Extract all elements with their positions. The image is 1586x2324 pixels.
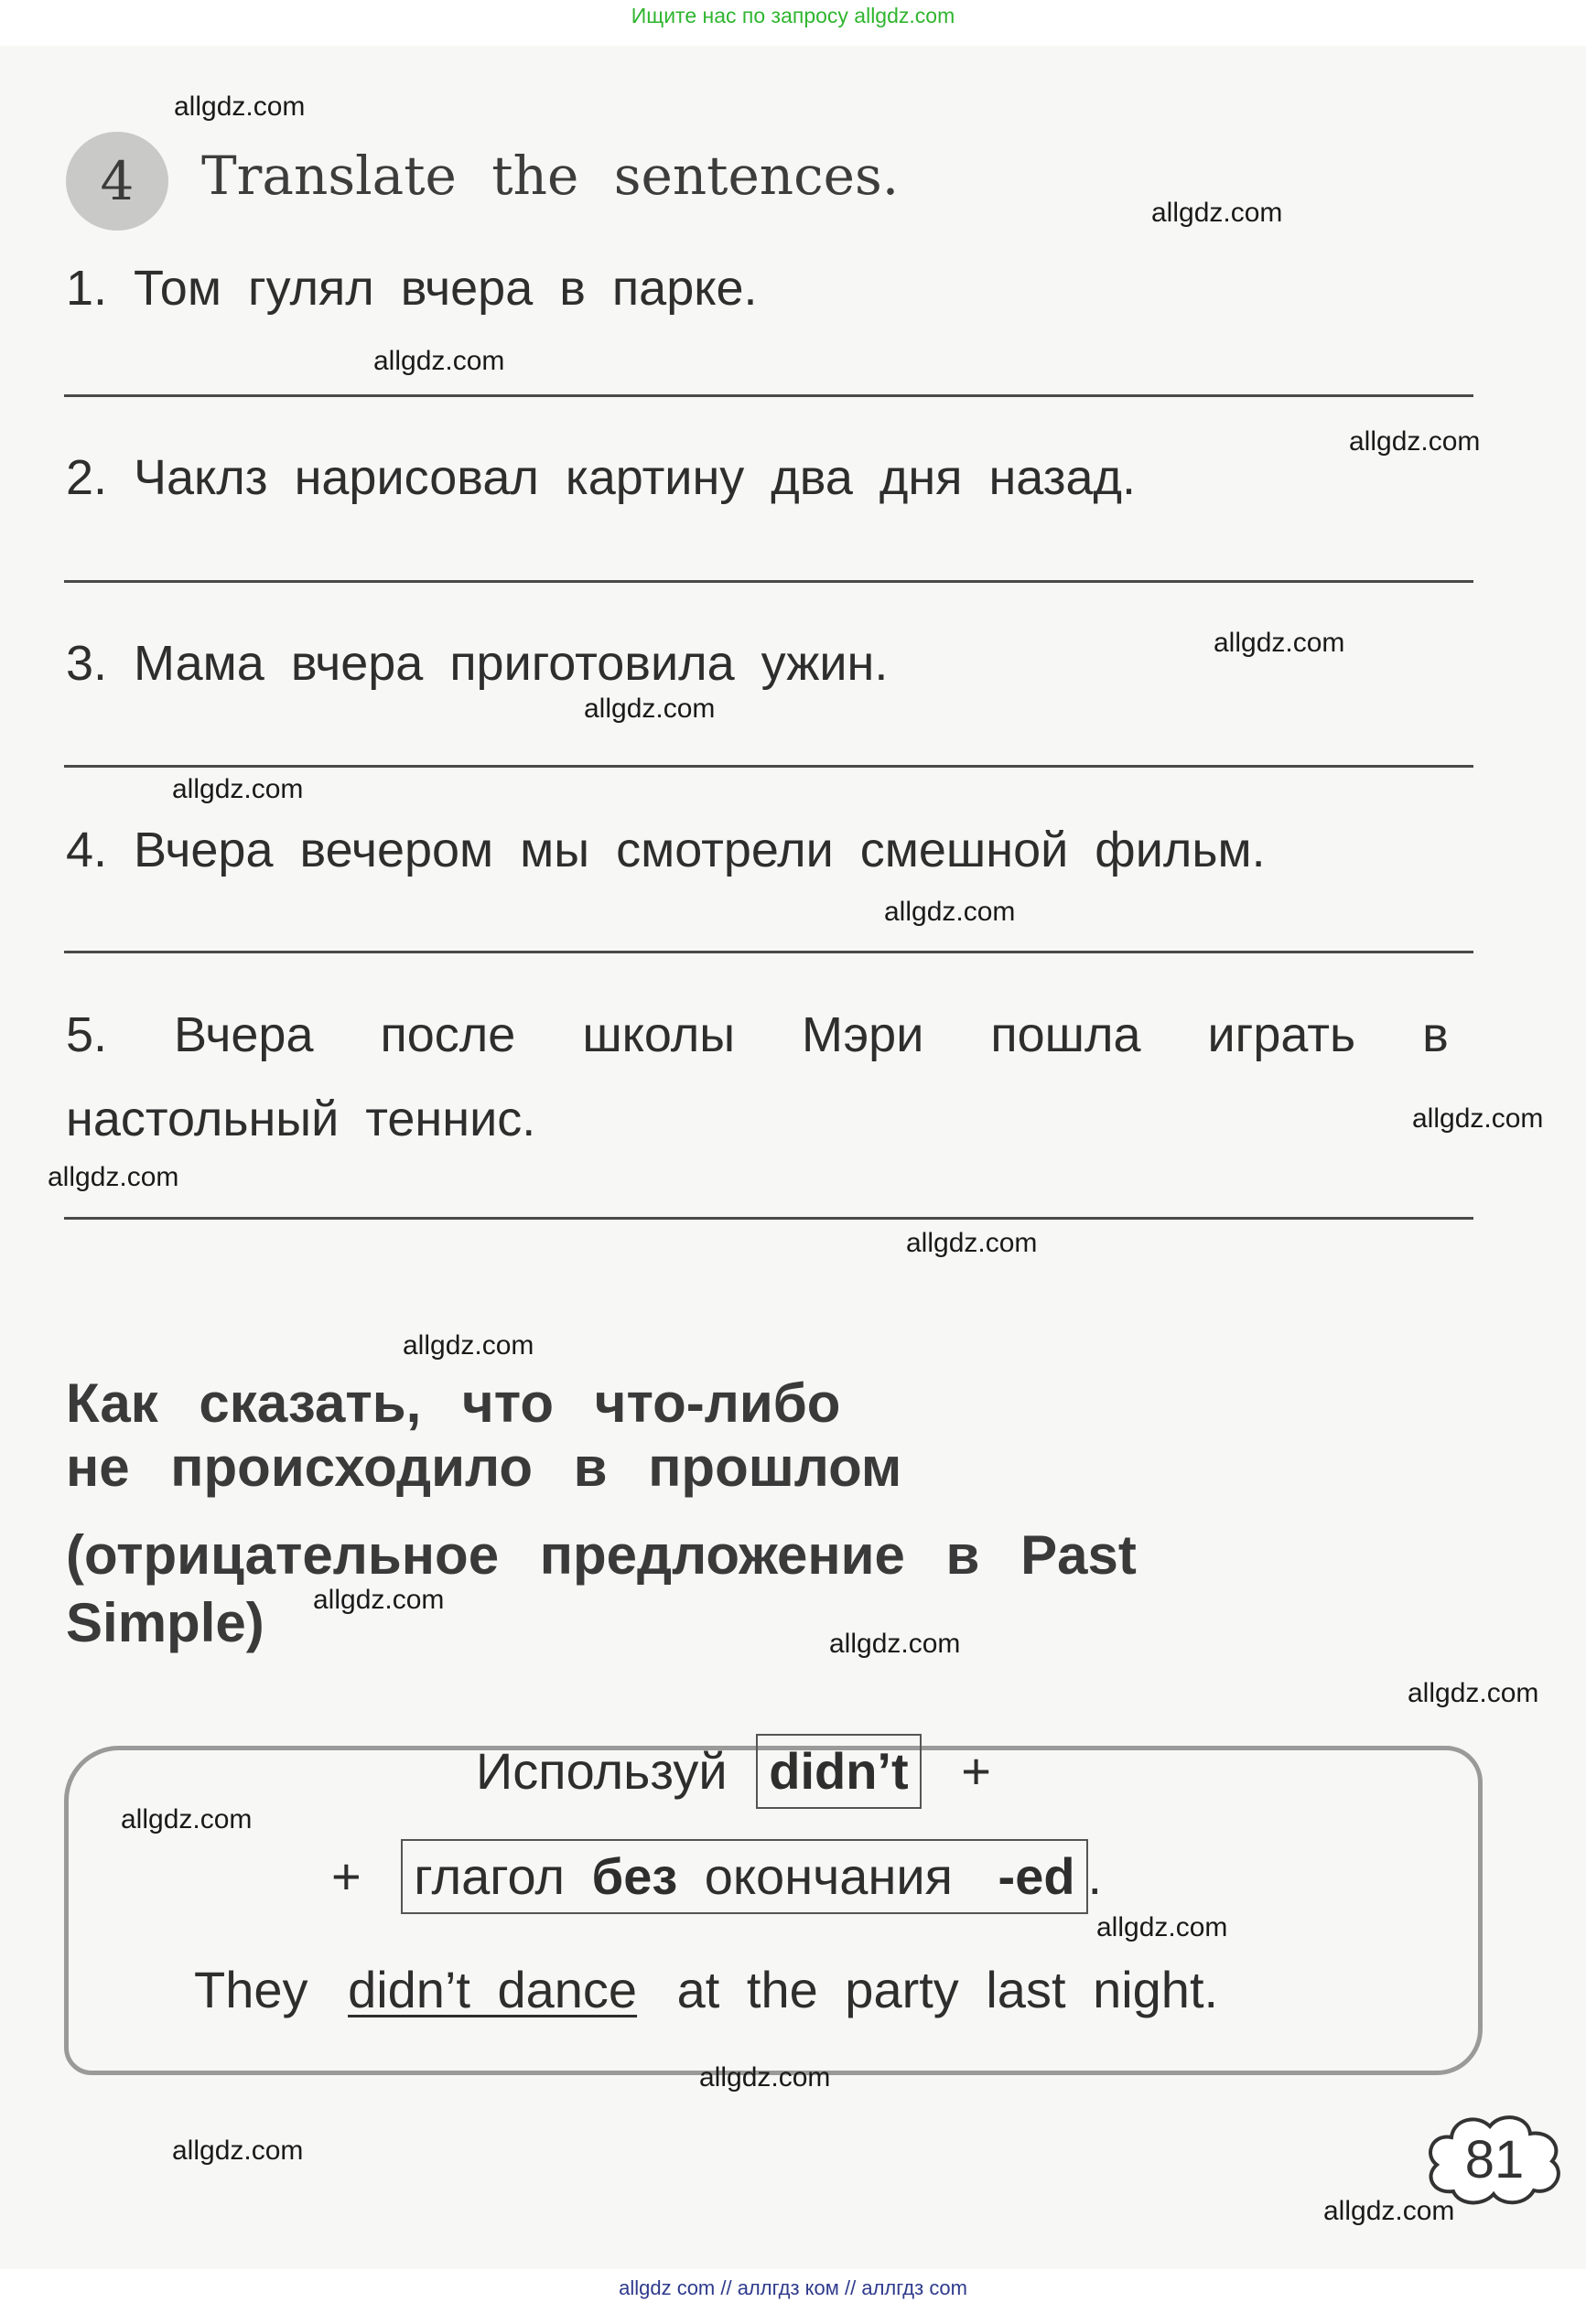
watermark: allgdz.com: [373, 346, 505, 376]
watermark: allgdz.com: [174, 91, 306, 122]
exercise-title: Translate the sentences.: [201, 145, 900, 207]
verb-part-1: глагол: [414, 1847, 566, 1905]
plus-sign: +: [961, 1742, 991, 1800]
watermark: allgdz.com: [172, 774, 304, 804]
ending-ed: -ed: [998, 1847, 1075, 1905]
watermark: allgdz.com: [1151, 198, 1283, 228]
watermark: allgdz.com: [48, 1162, 179, 1192]
sentence-2: 2. Чаклз нарисовал картину два дня назад.: [66, 450, 1137, 505]
rule-heading-line-4: Simple): [66, 1592, 264, 1653]
bottom-banner: allgdz com // аллгдз ком // аллгдз com: [619, 2276, 967, 2299]
answer-line-3: [64, 765, 1473, 768]
watermark: allgdz.com: [313, 1585, 445, 1615]
watermark: allgdz.com: [403, 1330, 534, 1361]
period: .: [1087, 1847, 1103, 1905]
rule-heading-line-3: (отрицательное предложение в Past: [66, 1524, 1137, 1586]
verb-bold-without: без: [591, 1847, 678, 1905]
sentence-5-continued: настольный теннис.: [66, 1092, 536, 1146]
didnt-framed: didn’t: [756, 1734, 921, 1809]
watermark: allgdz.com: [906, 1228, 1038, 1258]
watermark: allgdz.com: [1412, 1103, 1544, 1134]
watermark: allgdz.com: [699, 2062, 831, 2093]
exercise-number-badge: 4: [66, 132, 168, 231]
rule-line-use: [476, 1734, 991, 1809]
rule-heading-line-1: Как сказать, что что-либо: [66, 1372, 841, 1434]
answer-line-1: [64, 394, 1473, 397]
watermark: allgdz.com: [1214, 628, 1345, 658]
example-sentence: [194, 1960, 1218, 2019]
sentence-5: 5. Вчера после школы Мэри пошла играть в: [66, 1007, 1449, 1062]
watermark: allgdz.com: [1408, 1678, 1539, 1708]
sentence-3: 3. Мама вчера приготовила ужин.: [66, 636, 889, 691]
watermark: allgdz.com: [829, 1629, 961, 1659]
example-underlined: didn’t dance: [348, 1961, 638, 2018]
plus-sign-2: +: [331, 1847, 361, 1905]
watermark: allgdz.com: [1323, 2196, 1455, 2226]
sentence-4: 4. Вчера вечером мы смотрели смешной фильм.: [66, 823, 1266, 877]
answer-line-5: [64, 1217, 1473, 1220]
rule-heading-line-2: не происходило в прошлом: [66, 1436, 902, 1498]
answer-line-2: [64, 580, 1473, 583]
example-end: at the party last night.: [676, 1961, 1219, 2018]
top-banner: Ищите нас по запросу allgdz.com: [631, 4, 955, 27]
rule-line-verb: [331, 1839, 1102, 1914]
watermark: allgdz.com: [121, 1804, 253, 1834]
example-start: They: [194, 1961, 308, 2018]
watermark: allgdz.com: [584, 694, 716, 724]
use-label: Используй: [476, 1742, 728, 1800]
page-number: 81: [1464, 2129, 1525, 2190]
verb-framed: [401, 1839, 1087, 1914]
verb-part-2: окончания: [704, 1847, 953, 1905]
watermark: allgdz.com: [172, 2136, 304, 2166]
watermark: allgdz.com: [1349, 426, 1481, 457]
answer-line-4: [64, 951, 1473, 953]
watermark: allgdz.com: [1096, 1912, 1228, 1942]
sentence-1: 1. Том гулял вчера в парке.: [66, 261, 758, 316]
watermark: allgdz.com: [884, 897, 1016, 927]
